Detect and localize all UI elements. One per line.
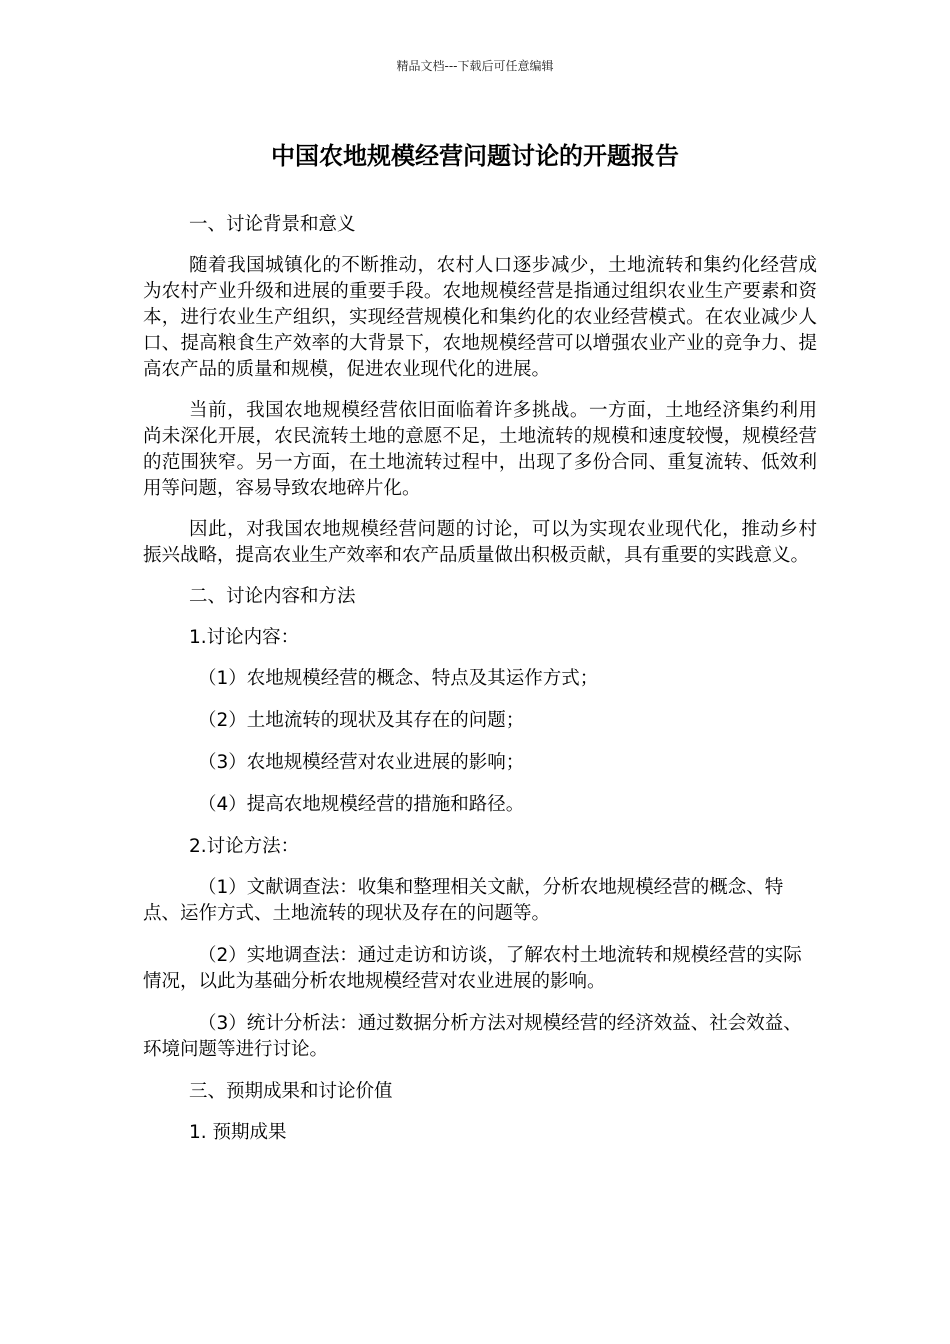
subheading-expected-results: 1. 预期成果 bbox=[189, 1122, 287, 1143]
list-item: （3）统计分析法：通过数据分析方法对规模经营的经济效益、社会效益、环境问题等进行讨论。 bbox=[143, 1013, 802, 1060]
paragraph-background: 随着我国城镇化的不断推动，农村人口逐步减少，土地流转和集约化经营成为农村产业升级和进展的重要手段。农地规模经营是指通过组织农业生产要素和资本，进行农业生产组织，实现经营规模化和集约化的农业经营模式。在农业减少人口、提高粮食生产效率的大背景下，农地规模经营可以增强农业产业的竞争力、提高农产品的质量和规模，促进农业现代化的进展。 bbox=[143, 255, 817, 380]
list-item: （2）实地调查法：通过走访和访谈，了解农村土地流转和规模经营的实际情况，以此为基础分析农地规模经营对农业进展的影响。 bbox=[143, 945, 802, 992]
section-heading-content-methods: 二、讨论内容和方法 bbox=[189, 586, 356, 607]
document-body bbox=[143, 212, 817, 1161]
list-item: （1）农地规模经营的概念、特点及其运作方式； bbox=[198, 668, 599, 689]
page-header-note: 精品文档---下载后可任意编辑 bbox=[396, 59, 554, 73]
list-item: （1）文献调查法：收集和整理相关文献，分析农地规模经营的概念、特点、运作方式、土地流转的现状及存在的问题等。 bbox=[143, 877, 784, 924]
list-item: （3）农地规模经营对农业进展的影响； bbox=[198, 752, 525, 773]
paragraph-challenges: 当前，我国农地规模经营依旧面临着许多挑战。一方面，土地经济集约利用尚未深化开展，农民流转土地的意愿不足，土地流转的规模和速度较慢，规模经营的范围狭窄。另一方面，在土地流转过程中，出现了多份合同、重复流转、低效利用等问题，容易导致农地碎片化。 bbox=[143, 400, 817, 499]
section-heading-expected-results: 三、预期成果和讨论价值 bbox=[189, 1081, 393, 1102]
document-title: 中国农地规模经营问题讨论的开题报告 bbox=[271, 142, 679, 170]
paragraph-significance: 因此，对我国农地规模经营问题的讨论，可以为实现农业现代化，推动乡村振兴战略，提高农业生产效率和农产品质量做出积极贡献，具有重要的实践意义。 bbox=[143, 519, 817, 566]
subheading-research-methods: 2.讨论方法： bbox=[189, 836, 300, 857]
subheading-research-content: 1.讨论内容： bbox=[189, 627, 300, 648]
list-item: （4）提高农地规模经营的措施和路径。 bbox=[198, 794, 525, 815]
list-item: （2）土地流转的现状及其存在的问题； bbox=[198, 710, 525, 731]
section-heading-background: 一、讨论背景和意义 bbox=[189, 214, 356, 235]
